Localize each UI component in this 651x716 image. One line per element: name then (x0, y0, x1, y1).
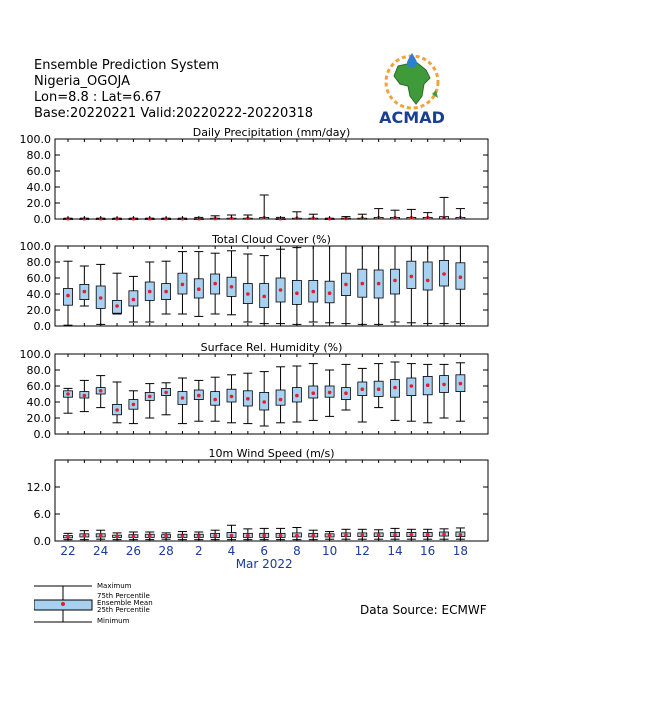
mean-marker (99, 389, 103, 393)
mean-marker (328, 391, 332, 395)
mean-marker (426, 383, 430, 387)
y-tick-label: 0.0 (33, 535, 51, 548)
mean-marker (246, 397, 250, 401)
chart-panel-2 (20, 341, 489, 441)
mean-marker (213, 282, 217, 286)
mean-marker (83, 290, 87, 294)
y-tick-label: 20.0 (26, 197, 51, 210)
x-tick-label: 18 (452, 544, 469, 558)
mean-marker (197, 287, 201, 291)
mean-marker (115, 408, 119, 412)
x-tick-label: 14 (387, 544, 403, 558)
chart-title: Daily Precipitation (mm/day) (192, 126, 351, 139)
mean-marker (99, 534, 103, 538)
x-tick-label: 28 (158, 544, 174, 558)
mean-marker (410, 533, 414, 537)
mean-marker (164, 534, 168, 538)
mean-marker (459, 275, 463, 279)
x-tick-label: 22 (60, 544, 76, 558)
mean-marker (148, 290, 152, 294)
y-tick-label: 80.0 (26, 256, 51, 269)
legend-p75: 75th Percentile (97, 592, 150, 600)
mean-marker (377, 387, 381, 391)
mean-marker (393, 279, 397, 283)
mean-marker (213, 398, 217, 402)
mean-marker (311, 534, 315, 538)
header-coords: Lon=8.8 : Lat=6.67 (34, 90, 162, 105)
mean-marker (361, 282, 365, 286)
mean-marker (279, 398, 283, 402)
mean-marker (132, 535, 136, 539)
mean-marker (295, 534, 299, 538)
plot-frame (55, 139, 488, 219)
mean-marker (181, 283, 185, 287)
mean-marker (181, 534, 185, 538)
mean-marker (66, 392, 70, 396)
mean-marker (442, 272, 446, 276)
mean-marker (393, 533, 397, 537)
mean-marker (262, 400, 266, 404)
mean-marker (344, 533, 348, 537)
y-tick-label: 20.0 (26, 412, 51, 425)
mean-marker (295, 394, 299, 398)
y-tick-label: 12.0 (26, 481, 51, 494)
y-tick-label: 60.0 (26, 380, 51, 393)
mean-marker (459, 382, 463, 386)
mean-marker (344, 391, 348, 395)
x-tick-label: 24 (93, 544, 109, 558)
mean-marker (442, 532, 446, 536)
mean-marker (328, 291, 332, 295)
y-tick-label: 0.0 (33, 213, 51, 226)
y-tick-label: 6.0 (33, 508, 51, 521)
mean-marker (230, 285, 234, 289)
mean-marker (181, 396, 185, 400)
y-tick-label: 60.0 (26, 272, 51, 285)
mean-marker (361, 533, 365, 537)
chart-title: 10m Wind Speed (m/s) (208, 447, 335, 460)
mean-marker (99, 296, 103, 300)
mean-marker (246, 292, 250, 296)
mean-marker (442, 383, 446, 387)
legend-mean: Ensemble Mean (97, 599, 153, 607)
mean-marker (328, 534, 332, 538)
mean-marker (262, 534, 266, 538)
mean-marker (246, 534, 250, 538)
mean-marker (132, 403, 136, 407)
chart-title: Total Cloud Cover (%) (212, 233, 331, 246)
mean-marker (197, 534, 201, 538)
mean-marker (197, 394, 201, 398)
y-tick-label: 60.0 (26, 165, 51, 178)
x-tick-label: 8 (293, 544, 301, 558)
header-location: Nigeria_OGOJA (34, 74, 131, 89)
mean-marker (279, 288, 283, 292)
legend (34, 584, 194, 626)
legend-p25: 25th Percentile (97, 606, 150, 614)
chart-panel-1 (20, 233, 489, 333)
mean-marker (344, 283, 348, 287)
mean-marker (164, 391, 168, 395)
header-title: Ensemble Prediction System (34, 58, 220, 73)
mean-marker (115, 304, 119, 308)
mean-marker (213, 534, 217, 538)
mean-marker (230, 534, 234, 538)
x-tick-label: 10 (321, 544, 338, 558)
legend-maximum: Maximum (97, 582, 132, 590)
header-base-valid: Base:20220221 Valid:20220222-20220318 (34, 106, 314, 121)
x-month-label: Mar 2022 (235, 557, 293, 571)
mean-marker (262, 295, 266, 299)
mean-marker (164, 290, 168, 294)
mean-marker (279, 534, 283, 538)
y-tick-label: 20.0 (26, 304, 51, 317)
y-tick-label: 0.0 (33, 428, 51, 441)
data-source: Data Source: ECMWF (360, 603, 487, 617)
mean-marker (426, 279, 430, 283)
y-tick-label: 100.0 (19, 240, 51, 253)
plot-frame (55, 460, 488, 541)
x-tick-label: 6 (260, 544, 269, 558)
y-tick-label: 40.0 (26, 288, 51, 301)
y-tick-label: 100.0 (19, 348, 51, 361)
mean-marker (311, 290, 315, 294)
chart-panel-0 (20, 126, 489, 226)
mean-marker (295, 291, 299, 295)
x-tick-label: 4 (227, 544, 236, 558)
y-tick-label: 40.0 (26, 181, 51, 194)
mean-marker (115, 535, 119, 539)
chart-panel-3 (27, 447, 489, 548)
mean-marker (410, 275, 414, 279)
y-tick-label: 80.0 (26, 364, 51, 377)
mean-marker (426, 533, 430, 537)
mean-marker (83, 534, 87, 538)
x-tick-label: 12 (354, 544, 370, 558)
chart-title: Surface Rel. Humidity (%) (200, 341, 343, 354)
mean-marker (377, 533, 381, 537)
mean-marker (410, 384, 414, 388)
y-tick-label: 80.0 (26, 149, 51, 162)
y-tick-label: 0.0 (33, 320, 51, 333)
mean-marker (83, 394, 87, 398)
x-tick-label: 26 (125, 544, 142, 558)
y-tick-label: 40.0 (26, 396, 51, 409)
mean-marker (66, 294, 70, 298)
x-tick-label: 2 (194, 544, 203, 558)
legend-box-icon (34, 584, 94, 626)
y-tick-label: 100.0 (19, 133, 51, 146)
logo-text: ACMAD (379, 108, 445, 127)
mean-marker (311, 391, 315, 395)
mean-marker (148, 534, 152, 538)
mean-marker (459, 533, 463, 537)
legend-minimum: Minimum (97, 617, 130, 625)
mean-marker (148, 395, 152, 399)
box-iqr (423, 262, 432, 290)
mean-marker (132, 298, 136, 302)
x-tick-label: 16 (420, 544, 436, 558)
mean-marker (230, 395, 234, 399)
mean-marker (393, 386, 397, 390)
mean-marker (361, 387, 365, 391)
mean-marker (377, 282, 381, 286)
box-iqr (276, 390, 285, 405)
